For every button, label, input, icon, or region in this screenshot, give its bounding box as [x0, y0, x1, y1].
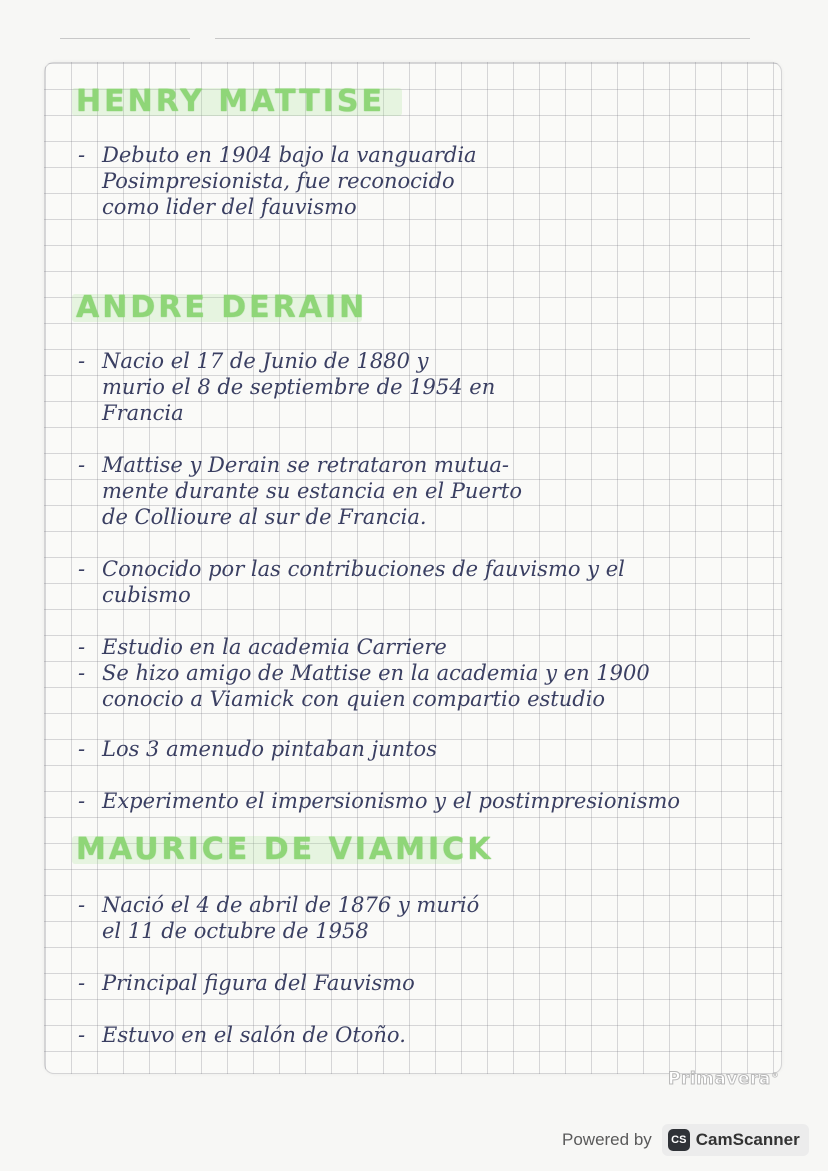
page-top-rule — [215, 38, 750, 39]
note-line: - Estuvo en el salón de Otoño. — [78, 1023, 406, 1047]
note-line: Posimpresionista, fue reconocido — [102, 169, 455, 193]
bullet-dash: - — [78, 635, 86, 659]
note-line: el 11 de octubre de 1958 — [102, 919, 369, 943]
note-line: - Debuto en 1904 bajo la vanguardia — [78, 143, 477, 167]
note-mattise-debut — [78, 142, 768, 220]
camscanner-footer — [562, 1124, 809, 1156]
bullet-dash: - — [78, 349, 86, 373]
bullet-dash: - — [78, 453, 86, 477]
note-line: - Nació el 4 de abril de 1876 y murió — [78, 893, 480, 917]
note-experimented — [78, 788, 768, 814]
bullet-dash: - — [78, 737, 86, 761]
note-line: - Estudio en la academia Carriere — [78, 635, 447, 659]
note-portraits — [78, 452, 768, 530]
bullet-dash: - — [78, 557, 86, 581]
heading-henry-mattise: HENRY MATTISE — [76, 84, 385, 119]
note-painted-together — [78, 736, 768, 762]
primavera-watermark-logo: Primavera® — [668, 1069, 780, 1089]
bullet-dash: - — [78, 1023, 86, 1047]
camscanner-badge[interactable] — [662, 1124, 809, 1156]
camscanner-logo-icon: CS — [668, 1129, 690, 1151]
note-line: mente durante su estancia en el Puerto — [102, 479, 522, 503]
powered-by-label: Powered by — [562, 1130, 652, 1149]
page-top-rule — [60, 38, 190, 39]
note-principal-figure — [78, 970, 768, 996]
note-derain-birth — [78, 348, 768, 426]
bullet-dash: - — [78, 789, 86, 813]
note-friendship — [78, 660, 768, 712]
bullet-dash: - — [78, 971, 86, 995]
bullet-dash: - — [78, 143, 86, 167]
bullet-dash: - — [78, 893, 86, 917]
note-line: - Conocido por las contribuciones de fauvismo y el — [78, 557, 625, 581]
note-line: - Nacio el 17 de Junio de 1880 y — [78, 349, 429, 373]
camscanner-brand: CamScanner — [695, 1130, 800, 1149]
note-contributions — [78, 556, 768, 608]
heading-andre-derain: ANDRE DERAIN — [76, 290, 368, 325]
note-line: - Se hizo amigo de Mattise en la academia y en 1900 — [78, 661, 650, 685]
note-line: de Collioure al sur de Francia. — [102, 505, 427, 529]
bullet-dash: - — [78, 661, 86, 685]
note-line: cubismo — [102, 583, 191, 607]
note-viamick-birth — [78, 892, 768, 944]
note-line: como lider del fauvismo — [102, 195, 357, 219]
note-line: conocio a Viamick con quien compartio estudio — [102, 687, 606, 711]
note-line: Francia — [102, 401, 184, 425]
note-line: - Los 3 amenudo pintaban juntos — [78, 737, 437, 761]
heading-maurice-de-viamick: MAURICE DE VIAMICK — [76, 832, 494, 867]
note-line: murio el 8 de septiembre de 1954 en — [102, 375, 496, 399]
note-line: - Principal figura del Fauvismo — [78, 971, 415, 995]
note-line: - Mattise y Derain se retrataron mutua- — [78, 453, 509, 477]
note-autumn-salon — [78, 1022, 768, 1048]
note-academia — [78, 634, 768, 660]
note-line: - Experimento el impersionismo y el postimpresionismo — [78, 789, 681, 813]
